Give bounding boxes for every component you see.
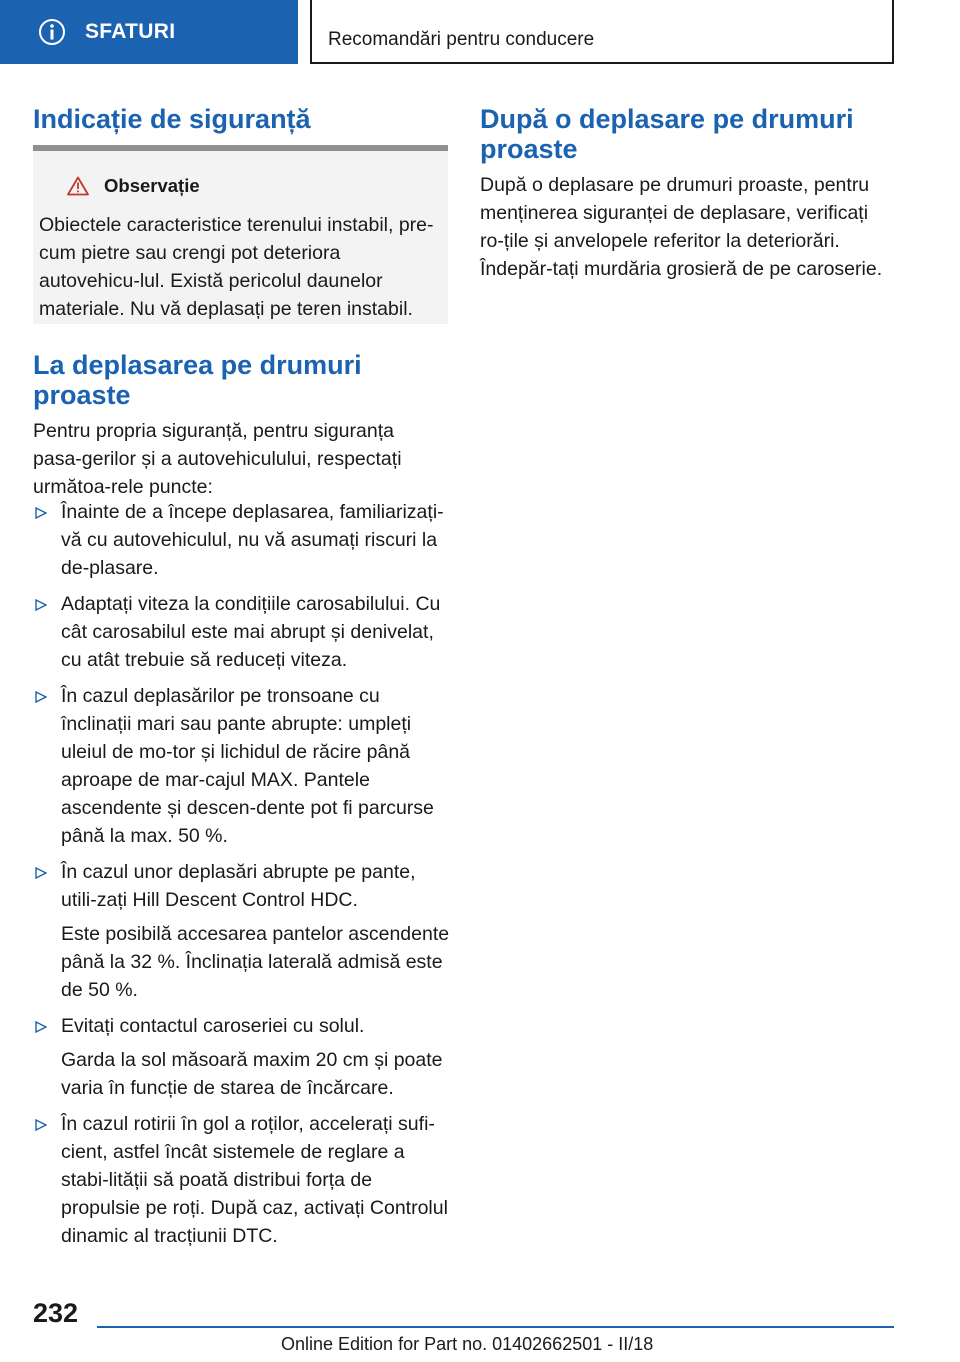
triangle-bullet-icon (35, 1119, 47, 1131)
list-item-text: Înainte de a începe deplasarea, familiarizați-vă cu autovehiculul, nu vă asumați riscuri la de-plasare. (61, 501, 444, 579)
triangle-bullet-icon (35, 867, 47, 879)
note-box (33, 151, 448, 324)
section-header (310, 0, 894, 64)
chapter-tab (0, 0, 298, 64)
note-header (67, 175, 200, 197)
note-text: Obiectele caracteristice terenului instabil, pre-cum pietre sau crengi pot deteriora autovehicu-lul. Există pericolul daunelor materiale. Nu vă deplasați pe teren instabil. (39, 214, 434, 320)
section-title: Recomandări pentru conducere (328, 29, 595, 50)
list-item (33, 682, 451, 850)
edition-text: Online Edition for Part no. 01402662501 - II/18 (281, 1334, 654, 1354)
list-item (33, 1110, 451, 1250)
list-item (33, 1012, 451, 1102)
triangle-bullet-icon (35, 507, 47, 519)
triangle-bullet-icon (35, 599, 47, 611)
rough-roads-intro: Pentru propria siguranță, pentru siguranța pasa-gerilor și a autovehiculului, respectați următoa-rele puncte: (33, 420, 402, 498)
list-item (33, 590, 451, 674)
chapter-tab-label: SFATURI (85, 20, 176, 43)
warning-triangle-icon (67, 176, 89, 196)
after-rough-roads-heading: După o deplasare pe drumuri proaste (480, 104, 854, 164)
list-item-text: În cazul unor deplasări abrupte pe pante, utili-zați Hill Descent Control HDC. (61, 861, 416, 911)
list-item-text: Adaptați viteza la condițiile carosabilului. Cu cât carosabilul este mai abrupt și denivelat, cu atât trebuie să reduceți viteza. (61, 593, 441, 671)
list-item-text: Evitați contactul caroseriei cu solul. (61, 1015, 365, 1037)
triangle-bullet-icon (35, 691, 47, 703)
rough-roads-heading: La deplasarea pe drumuri proaste (33, 350, 362, 410)
list-item-subtext: Garda la sol măsoară maxim 20 cm și poate varia în funcție de starea de încărcare. (61, 1049, 443, 1099)
page-number: 232 (33, 1298, 79, 1328)
rough-roads-list (33, 498, 451, 1250)
footer-rule (97, 1326, 894, 1328)
triangle-bullet-icon (35, 1021, 47, 1033)
list-item (33, 858, 451, 1004)
info-icon (38, 18, 66, 46)
list-item-text: În cazul rotirii în gol a roților, accelerați sufi-cient, astfel încât sistemele de reglare a stabi-lității să poată distribui forța de propulsie pe roți. După caz, activați Controlul dinamic al tracțiunii DTC. (61, 1113, 448, 1247)
list-item-subtext: Este posibilă accesarea pantelor ascendente până la 32 %. Înclinația laterală admisă este de 50 %. (61, 923, 450, 1001)
safety-heading: Indicație de siguranță (33, 104, 311, 134)
note-title: Observație (104, 175, 200, 196)
list-item (33, 498, 451, 582)
list-item-text: În cazul deplasărilor pe tronsoane cu înclinații mari sau pante abrupte: umpleți uleiul de mo-tor și lichidul de răcire până aproape de mar-cajul MAX. Pantele ascendente și descen-dente pot fi parcurse până la max. 50 %. (61, 685, 434, 847)
after-rough-roads-text: După o deplasare pe drumuri proaste, pentru menținerea siguranței de deplasare, verificați ro-țile și anvelopele referitor la deteriorări. Îndepăr-tați murdăria grosieră de pe caroserie. (480, 174, 883, 280)
